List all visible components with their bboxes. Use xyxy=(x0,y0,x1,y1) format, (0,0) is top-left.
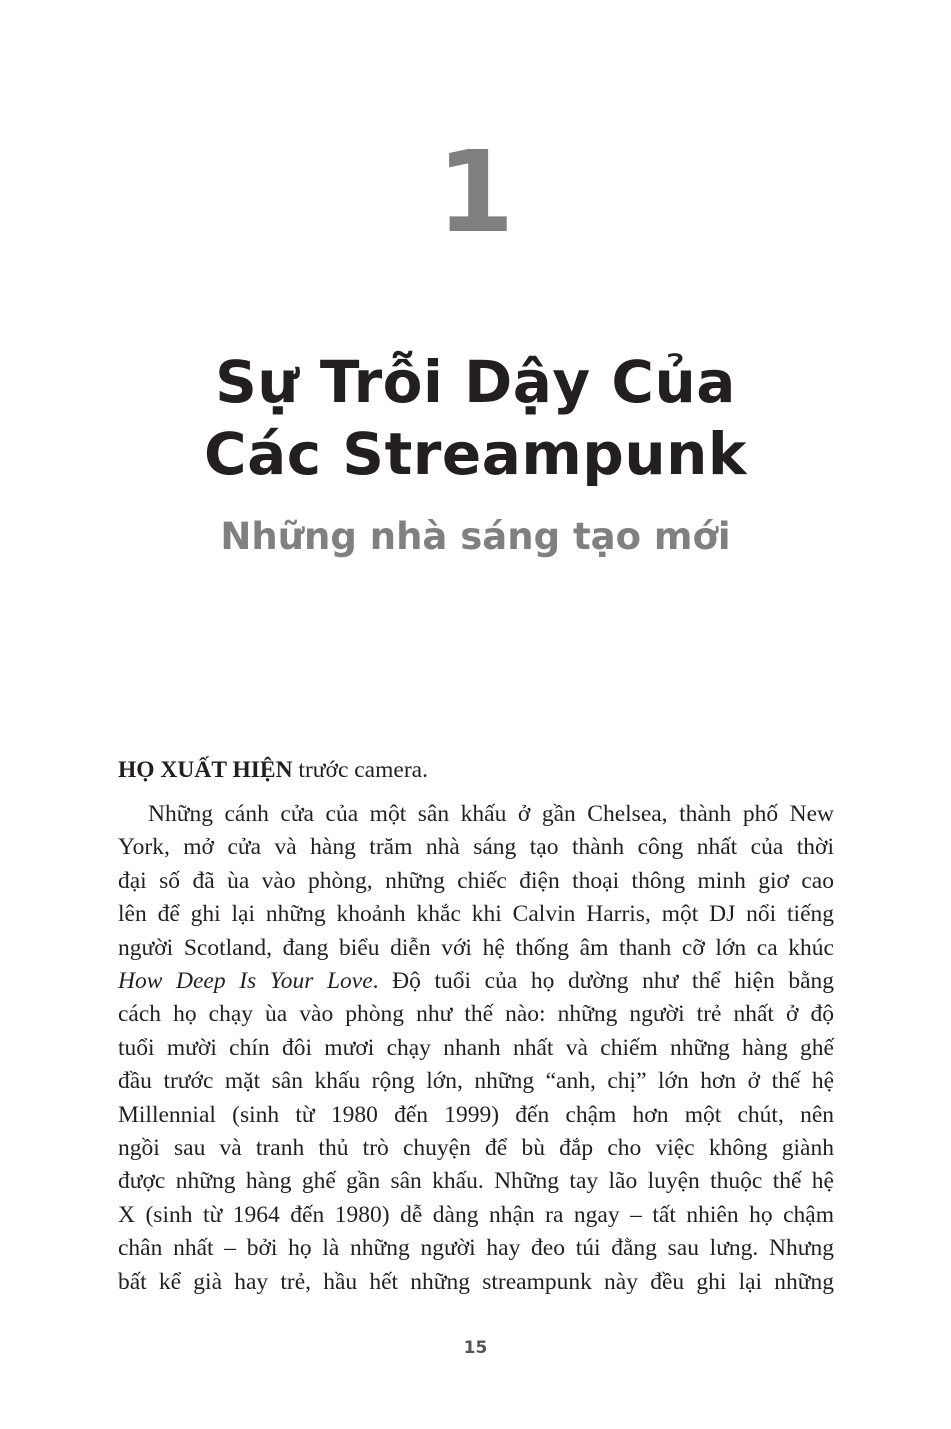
paragraph-line: bất kể già hay trẻ, hầu hết những streampunk này đều ghi lại những xyxy=(118,1268,834,1295)
paragraph-line: tuổi mười chín đôi mươi chạy nhanh nhất và chiếm những hàng ghế xyxy=(118,1034,834,1061)
paragraph-line: người Scotland, đang biểu diễn với hệ thống âm thanh cỡ lớn ca khúc xyxy=(118,934,834,961)
paragraph-line-song xyxy=(118,965,834,998)
chapter-title xyxy=(60,346,891,490)
lead-sentence xyxy=(118,755,834,785)
paragraph-line: cách họ chạy ùa vào phòng như thế nào: những người trẻ nhất ở độ xyxy=(118,1001,834,1028)
lead-rest-text: trước camera. xyxy=(292,757,428,783)
paragraph-line: York, mở cửa và hàng trăm nhà sáng tạo thành công nhất của thời xyxy=(118,834,834,861)
lead-bold-text: HỌ XUẤT HIỆN xyxy=(118,757,293,783)
chapter-title-line-1: Sự Trỗi Dậy Của xyxy=(215,348,736,416)
chapter-subtitle: Những nhà sáng tạo mới xyxy=(220,515,731,558)
paragraph-line: X (sinh từ 1964 đến 1980) dễ dàng nhận ra ngay – tất nhiên họ chậm xyxy=(118,1201,834,1228)
body-paragraph xyxy=(118,798,834,1299)
paragraph-line: đầu trước mặt sân khấu rộng lớn, những “anh, chị” lớn hơn ở thế hệ xyxy=(118,1068,834,1095)
paragraph-line: đại số đã ùa vào phòng, những chiếc điện thoại thông minh giơ cao xyxy=(118,867,834,894)
paragraph-line: lên để ghi lại những khoảnh khắc khi Calvin Harris, một DJ nổi tiếng xyxy=(118,901,834,928)
paragraph-line: chân nhất – bởi họ là những người hay đeo túi đằng sau lưng. Nhưng xyxy=(118,1235,834,1262)
page-number: 15 xyxy=(463,1338,488,1358)
paragraph-line: Những cánh cửa của một sân khấu ở gần Chelsea, thành phố New xyxy=(148,801,834,827)
paragraph-line: Millennial (sinh từ 1980 đến 1999) đến chậm hơn một chút, nên xyxy=(118,1101,834,1128)
paragraph-line: được những hàng ghế gần sân khấu. Những tay lão luyện thuộc thế hệ xyxy=(118,1168,834,1195)
song-line-rest: . Độ tuổi của họ dường như thể hiện bằng xyxy=(372,968,835,995)
paragraph-line: ngồi sau và tranh thủ trò chuyện để bù đắp cho việc không giành xyxy=(118,1135,834,1162)
song-title: How Deep Is Your Love xyxy=(118,968,373,995)
chapter-title-line-2: Các Streampunk xyxy=(204,420,747,488)
chapter-number: 1 xyxy=(436,128,515,258)
